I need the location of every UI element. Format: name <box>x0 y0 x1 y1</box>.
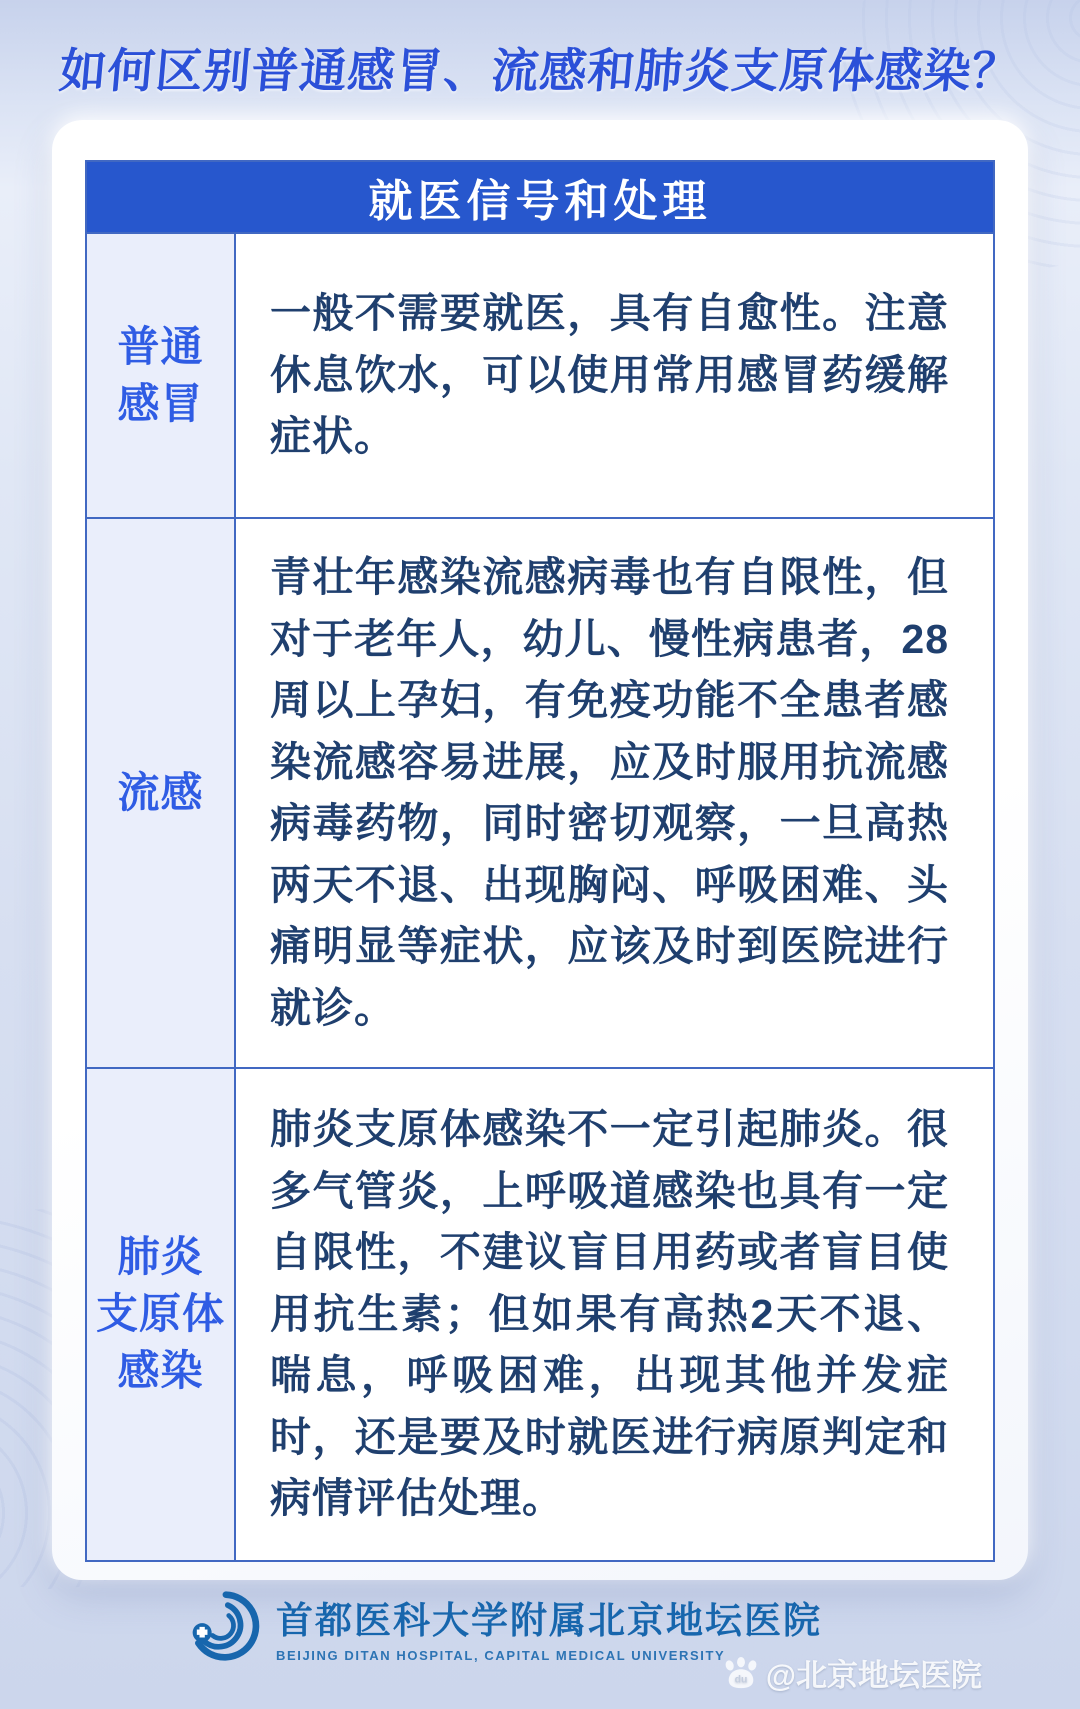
label-line: 感染 <box>117 1346 204 1394</box>
label-line: 支原体 <box>95 1290 225 1338</box>
mycoplasma-advice <box>236 1069 993 1560</box>
hospital-logo-icon <box>186 1588 262 1664</box>
mycoplasma-label <box>87 1069 236 1560</box>
page-title: 如何区别普通感冒、流感和肺炎支原体感染？ <box>57 44 1023 97</box>
label-line: 肺炎 <box>117 1233 204 1281</box>
label-line: 普通 <box>117 322 204 370</box>
svg-text:du: du <box>734 1673 748 1685</box>
label-line: 流感 <box>117 768 204 816</box>
flu-advice <box>236 519 993 1067</box>
baidu-paw-icon <box>722 1656 760 1690</box>
hospital-name-cn: 首都医科大学附属北京地坛医院 <box>276 1599 822 1641</box>
watermark-text: @北京地坛医院 <box>765 1658 982 1693</box>
flu-advice-text: 青壮年感染流感病毒也有自限性，但对于老年人，幼儿、慢性病患者，28周以上孕妇，有免疫功能不全患者感染流感容易进展，应及时服用抗流感病毒药物，同时密切观察，一旦高热两天不退、出现胸闷、呼吸困难、头痛明显等症状，应该及时到医院进行就诊。 <box>270 554 949 1031</box>
flu-label <box>87 519 236 1067</box>
hospital-name-en: BEIJING DITAN HOSPITAL, CAPITAL MEDICAL UNIVERSITY <box>276 1647 726 1663</box>
label-line: 感冒 <box>117 379 204 427</box>
mycoplasma-advice-text: 肺炎支原体感染不一定引起肺炎。很多气管炎，上呼吸道感染也具有一定自限性，不建议盲目用药或者盲目使用抗生素；但如果有高热2天不退、喘息，呼吸困难，出现其他并发症时，还是要及时就医进行病原判定和病情评估处理。 <box>270 1106 949 1522</box>
table-row-mycoplasma <box>87 1067 993 1560</box>
table-row-common-cold <box>87 232 993 517</box>
common-cold-advice <box>236 234 993 517</box>
info-card <box>52 120 1028 1580</box>
common-cold-label <box>87 234 236 517</box>
treatment-table <box>85 160 995 1562</box>
table-header: 就医信号和处理 <box>87 162 993 232</box>
table-row-flu <box>87 517 993 1067</box>
common-cold-advice-text: 一般不需要就医，具有自愈性。注意休息饮水，可以使用常用感冒药缓解症状。 <box>270 290 949 460</box>
watermark <box>722 1650 982 1695</box>
